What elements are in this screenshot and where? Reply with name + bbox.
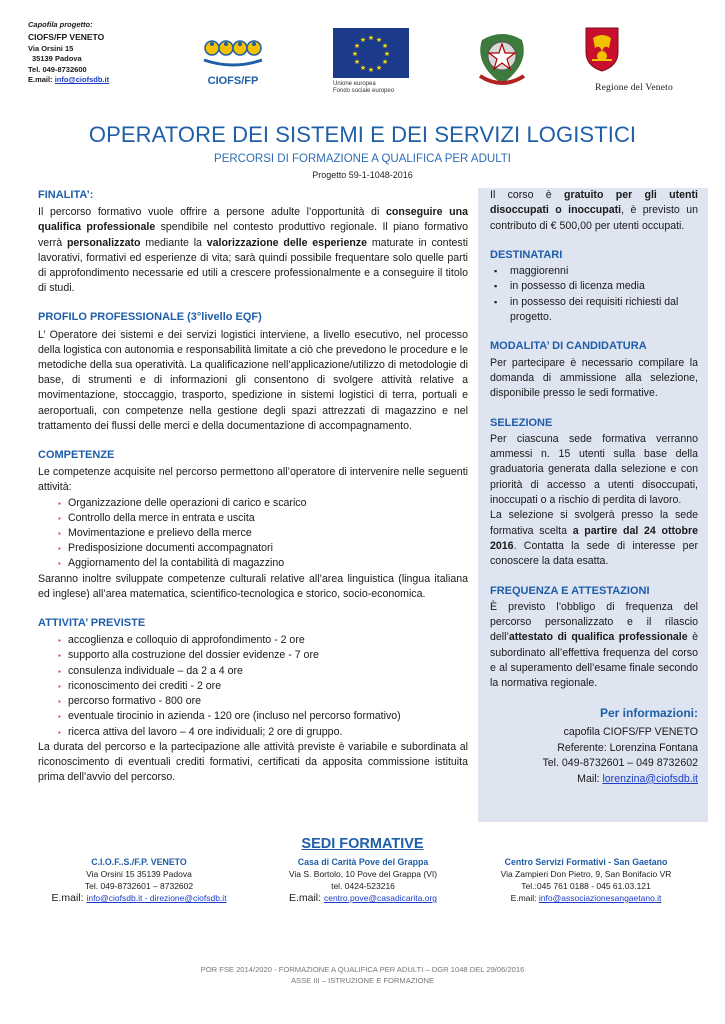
costo-text: Il corso è gratuito per gli utenti disoccupati o inoccupati, è previsto un contributo di € 500,00 per utenti occupati. [490, 189, 699, 232]
svg-text:★: ★ [359, 36, 367, 44]
italian-republic-emblem-icon [474, 26, 530, 92]
selezione-text-2: La selezione si svolgerà presso la sede formativa scelta a partire dal 24 ottobre 2016. Contatta la sede di interesse per conoscere la data esatta. [490, 509, 698, 568]
sede-email-line: E.mail: info@associazionesangaetano.it [510, 893, 662, 903]
list-item: ▪ Controllo della merce in entrata e uscita [58, 511, 468, 526]
svg-text:★: ★ [375, 36, 383, 44]
eu-flag-icon [333, 28, 409, 78]
competenze-outro: Saranno inoltre sviluppate competenze culturali relative all’area linguistica (lingua italiana ed inglese) all’area matematica, scientifico-tecnologica e storico, socio-economica. [38, 572, 468, 600]
selezione-text-1: Per ciascuna sede formativa verranno ammessi n. 15 utenti sulla base della graduatoria generata dalla selezione e con priorità di accesso a utenti disoccupati, inoccupati o a rischio di perdita di lavoro. [490, 432, 698, 507]
destinatari-list [494, 264, 698, 325]
list-item: ▪ maggiorenni [494, 264, 698, 279]
sede-card-ciofs [24, 856, 254, 904]
sede-card-pove [248, 856, 478, 904]
section-costo [490, 188, 698, 234]
capofila-org: CIOFS/FP VENETO [28, 31, 105, 42]
svg-text:★: ★ [375, 64, 383, 72]
info-line-3: Tel. 049-8732601 – 049 8732602 [542, 757, 698, 770]
svg-text:★: ★ [353, 42, 361, 50]
svg-text:★: ★ [359, 64, 367, 72]
capofila-block [28, 20, 148, 86]
finalita-heading: FINALITA’: [38, 189, 94, 201]
capofila-email-label: E.mail: [28, 75, 55, 84]
list-item: ▪ Organizzazione delle operazioni di carico e scarico [58, 496, 468, 511]
sede-address: Via S. Bortolo, 10 Pove del Grappa (VI) [288, 869, 438, 879]
regione-veneto-logo [584, 26, 684, 96]
footer-line-1: POR FSE 2014/2020 - FORMAZIONE A QUALIFICA PER ADULTI – DGR 1048 DEL 29/06/2016 [200, 965, 525, 974]
list-item: ▪ accoglienza e colloquio di approfondimento - 2 ore [58, 633, 468, 648]
sede-address: Via Zampieri Don Pietro, 9, San Bonifacio VR [500, 869, 672, 879]
svg-text:★: ★ [381, 42, 389, 50]
list-item: ▪ Predisposizione documenti accompagnatori [58, 541, 468, 556]
section-competenze [38, 448, 468, 602]
side-panel [478, 188, 708, 822]
page-title: OPERATORE DEI SISTEMI E DEI SERVIZI LOGISTICI [88, 122, 637, 147]
modalita-heading: MODALITA’ DI CANDIDATURA [490, 340, 647, 353]
eu-caption-2: Fondo sociale europeo [333, 88, 395, 94]
svg-text:★: ★ [353, 58, 361, 66]
section-finalita [38, 188, 468, 296]
sede-name: Centro Servizi Formativi - San Gaetano [504, 857, 668, 867]
list-item: ▪ Movimentazione e prelievo della merce [58, 526, 468, 541]
sede-address: Via Orsini 15 35139 Padova [86, 869, 192, 879]
list-item: ▪ in possesso dei requisiti richiesti dal progetto. [494, 295, 698, 326]
sede-email-line: E.mail: centro.pove@casadicarita.org [288, 892, 438, 904]
eu-caption-1: Unione europea [333, 81, 376, 87]
sede-tel: tel. 0424-523216 [331, 881, 395, 891]
svg-text:★: ★ [351, 50, 359, 58]
competenze-heading: COMPETENZE [38, 449, 115, 462]
eu-logo [333, 28, 409, 94]
list-item: ▪ consulenza individuale – da 2 a 4 ore [58, 664, 468, 679]
finalita-text: Il percorso formativo vuole offrire a persone adulte l’opportunità di conseguire una qualifica professionale spendibile nel contesto produttivo regionale. Il piano formativo verrà personalizzato mediante la valorizzazione delle esperienze maturate in contesti lavorativi, formativi ed esperienze di vita; sarà quindi possibile frequentare solo quelle parti di approfondimento necessarie ed utili a crescere professionalmente e a conseguire il titolo di studi. [38, 206, 469, 295]
attivita-list [58, 633, 468, 739]
section-frequenza [490, 584, 698, 692]
list-item: ▪ Aggiornamento del la contabilità di magazzino [58, 556, 468, 571]
competenze-list [58, 496, 468, 572]
profilo-text: L’ Operatore dei sistemi e dei servizi logistici interviene, a livello esecutivo, nel processo della logistica con autonomia e responsabilità limitate a ciò che prevedono le procedure e le metodiche della sua operatività. La qualificazione nell’applicazione/utilizzo di metodologie di base, di strumenti e di informazioni gli consentono di svolgere attività relative a movimentazione, stoccaggio, trasporto, spedizione in sistemi logistici di terra, portuali e aeroportuali, con competenze nella gestione degli spazi attrezzati di magazzino e nel trattamento dei flussi delle merci e della documentazione di accompagnamento. [38, 328, 468, 432]
capofila-email-link[interactable]: info@ciofsdb.it [54, 75, 110, 84]
main-column [38, 188, 468, 799]
capofila-label: Capofila progetto: [28, 20, 93, 29]
page-subtitle: PERCORSI DI FORMAZIONE A QUALIFICA PER ADULTI [214, 153, 511, 165]
info-block [490, 706, 698, 788]
info-heading: Per informazioni: [599, 705, 698, 720]
sede-card-sangaetano [471, 856, 701, 904]
capofila-email-line [28, 75, 148, 86]
selezione-heading: SELEZIONE [490, 416, 553, 429]
info-line-2: Referente: Lorenzina Fontana [557, 741, 698, 754]
sede-email-link[interactable]: info@associazionesangaetano.it [538, 893, 662, 903]
veneto-caption: Regione del Veneto [595, 83, 673, 93]
sede-name: C.I.O.F..S./F.P. VENETO [91, 857, 187, 867]
section-profilo [38, 310, 468, 434]
section-modalita [490, 339, 698, 401]
capofila-tel: Tel. 049-8732600 [28, 64, 87, 74]
list-item: ▪ ricerca attiva del lavoro – 4 ore individuali; 2 ore di gruppo. [58, 725, 468, 740]
attivita-heading: ATTIVITA’ PREVISTE [38, 617, 146, 630]
modalita-text: Per partecipare è necessario compilare la domanda di ammissione alla selezione, disponibile presso le sedi formative. [490, 356, 698, 400]
sede-email-link[interactable]: info@ciofsdb.it - direzione@ciofsdb.it [86, 893, 227, 903]
destinatari-heading: DESTINATARI [490, 248, 563, 261]
list-item: ▪ riconoscimento dei crediti - 2 ore [58, 679, 468, 694]
veneto-lion-shield-icon [584, 26, 620, 72]
sede-name: Casa di Carità Pove del Grappa [297, 857, 429, 867]
frequenza-text: È previsto l’obbligo di frequenza del percorso personalizzato e il rilascio dell’attestato di qualifica professionale è subordinato all’effettiva frequenza del corso e al superamento dell’esame finale secondo la normativa regionale. [490, 600, 699, 690]
svg-text:★: ★ [367, 66, 375, 74]
attivita-outro: La durata del percorso e la partecipazione alle attività previste è variabile e subordinata al riconoscimento di eventuali crediti formativi, certificati da apposita commissione istituita prima dell’avvio del percorso. [38, 740, 468, 784]
list-item: ▪ eventuale tirocinio in azienda - 120 ore (incluso nel percorso formativo) [58, 709, 468, 724]
svg-text:★: ★ [381, 58, 389, 66]
sedi-title: SEDI FORMATIVE [301, 836, 424, 852]
footer-line-2: ASSE III – ISTRUZIONE E FORMAZIONE [290, 976, 435, 985]
sede-email-line: E.mail: info@ciofsdb.it - direzione@ciofsdb.it [51, 892, 227, 904]
svg-text:★: ★ [383, 50, 391, 58]
project-code: Progetto 59-1-1048-2016 [312, 170, 413, 180]
section-attivita [38, 616, 468, 785]
ciofs-emblem-icon [198, 30, 268, 70]
list-item: ▪ supporto alla costruzione del dossier evidenze - 7 ore [58, 648, 468, 663]
capofila-address2: 35139 Padova [32, 54, 82, 63]
sede-tel: Tel. 049-8732601 – 8732602 [84, 881, 194, 891]
sede-email-link[interactable]: centro.pove@casadicarita.org [323, 893, 438, 903]
ciofs-logo [198, 30, 268, 86]
list-item: ▪ percorso formativo - 800 ore [58, 694, 468, 709]
competenze-intro: Le competenze acquisite nel percorso permettono all’operatore di intervenire nelle seguenti attività: [38, 466, 468, 494]
ciofs-logo-text: CIOFS/FP [207, 75, 259, 87]
frequenza-heading: FREQUENZA E ATTESTAZIONI [490, 584, 650, 597]
info-line-1: capofila CIOFS/FP VENETO [563, 725, 698, 738]
list-item: ▪ in possesso di licenza media [494, 279, 698, 294]
section-destinatari [490, 248, 698, 325]
footer [0, 964, 725, 986]
section-selezione [490, 416, 698, 570]
profilo-heading: PROFILO PROFESSIONALE (3°livello EQF) [38, 311, 262, 324]
info-mail-link[interactable]: lorenzina@ciofsdb.it [602, 772, 698, 785]
sede-tel: Tel.:045 761 0188 - 045 61.03.121 [521, 881, 651, 891]
repubblica-emblem [474, 26, 530, 92]
capofila-address1: Via Orsini 15 [28, 43, 74, 53]
svg-text:★: ★ [367, 34, 375, 42]
info-mail-line: Mail: lorenzina@ciofsdb.it [577, 772, 698, 785]
